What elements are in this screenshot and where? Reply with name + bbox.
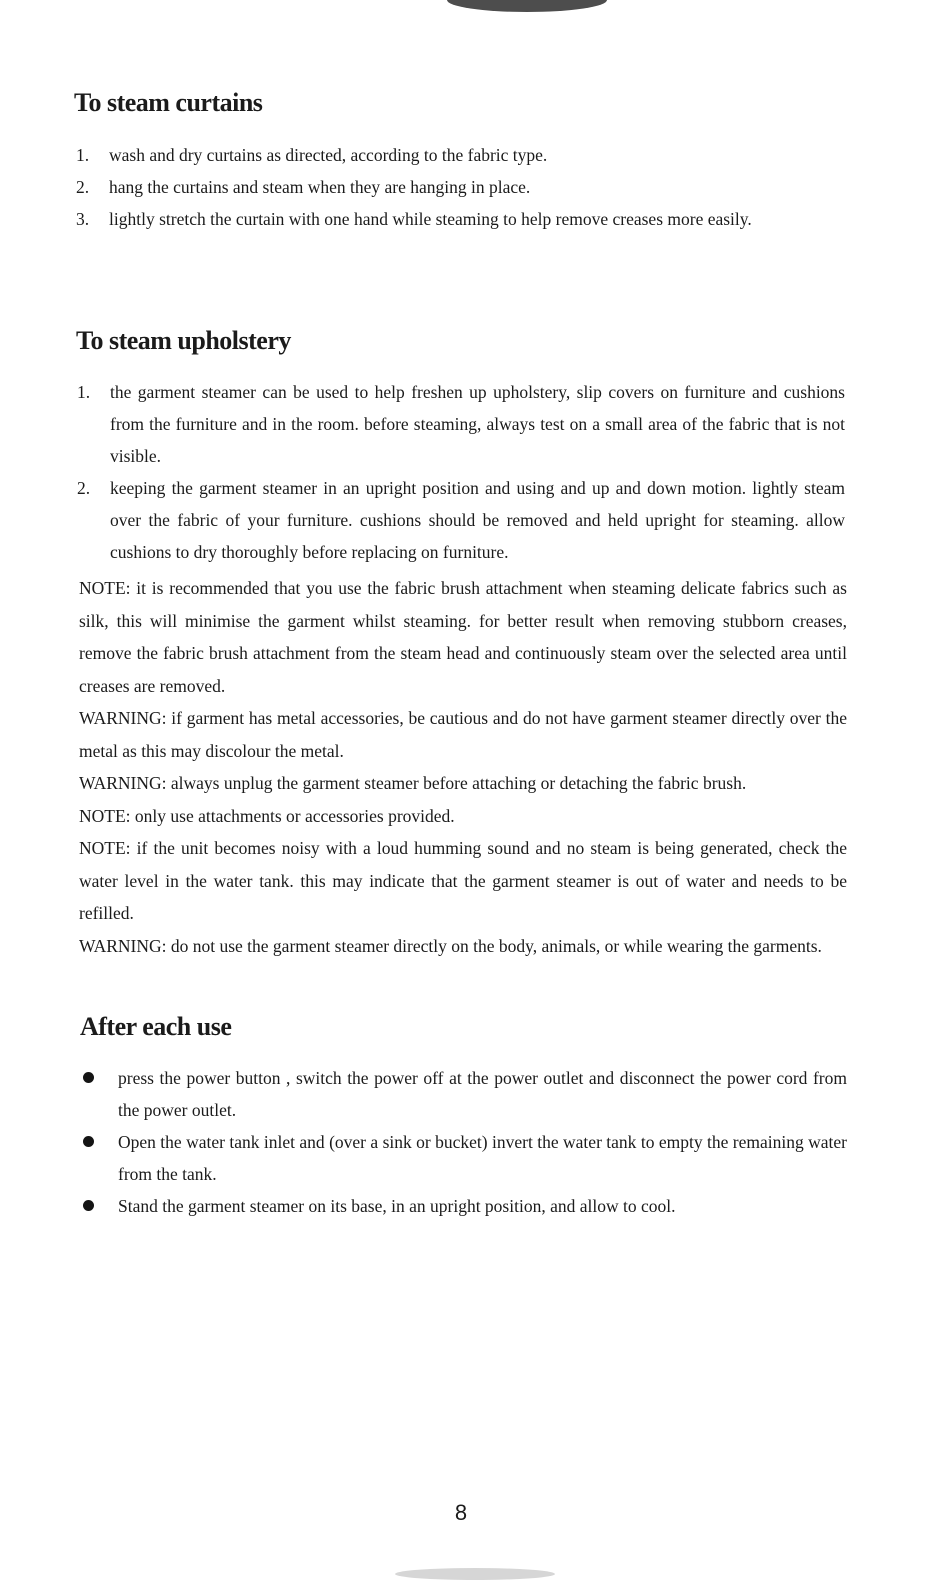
curtains-steps-list	[76, 139, 836, 235]
list-item	[77, 472, 845, 568]
bullet-text: Stand the garment steamer on its base, in an upright position, and allow to cool.	[118, 1196, 676, 1216]
bullet-icon	[83, 1136, 94, 1147]
note-paragraph: NOTE: if the unit becomes noisy with a loud humming sound and no steam is being generated, check the water level in the water tank. this may indicate that the garment steamer is out of water and needs to be refilled.	[79, 838, 847, 923]
page-number: 8	[454, 1500, 468, 1525]
heading-steam-upholstery: To steam upholstery	[76, 326, 291, 355]
warning-paragraph: WARNING: if garment has metal accessories, be cautious and do not have garment steamer directly over the metal as this may discolour the metal.	[79, 708, 847, 761]
step-number: 2.	[77, 478, 91, 498]
list-item	[77, 376, 845, 472]
step-number: 2.	[76, 177, 90, 197]
step-number: 1.	[76, 145, 90, 165]
step-number: 1.	[77, 382, 91, 402]
bullet-text: Open the water tank inlet and (over a sink or bucket) invert the water tank to empty the remaining water from the tank.	[118, 1132, 847, 1184]
note-paragraph: NOTE: it is recommended that you use the fabric brush attachment when steaming delicate fabrics such as silk, this will minimise the garment whilst steaming. for better result when removing stubborn creases, remove the fabric brush attachment from the steam head and continuously steam over the selected area until creases are removed.	[79, 578, 847, 696]
heading-after-each-use: After each use	[80, 1012, 232, 1041]
list-item	[80, 1126, 847, 1190]
notes-and-warnings	[79, 572, 847, 962]
step-text: wash and dry curtains as directed, according to the fabric type.	[109, 145, 548, 165]
upholstery-steps-list	[77, 376, 845, 568]
scan-shadow-bottom	[395, 1568, 555, 1580]
after-use-list	[80, 1062, 847, 1222]
step-text: hang the curtains and steam when they are hanging in place.	[109, 177, 531, 197]
step-text: lightly stretch the curtain with one hand while steaming to help remove creases more easily.	[109, 209, 752, 229]
heading-steam-curtains: To steam curtains	[74, 88, 263, 117]
note-paragraph: NOTE: only use attachments or accessories provided.	[79, 805, 455, 826]
list-item	[76, 203, 836, 235]
list-item	[80, 1190, 847, 1222]
warning-paragraph: WARNING: do not use the garment steamer directly on the body, animals, or while wearing the garments.	[79, 935, 822, 956]
list-item	[80, 1062, 847, 1126]
list-item	[76, 171, 836, 203]
bullet-text: press the power button , switch the power off at the power outlet and disconnect the power cord from the power outlet.	[118, 1068, 847, 1120]
scan-shadow-top	[447, 0, 607, 12]
step-text: keeping the garment steamer in an upright position and using and up and down motion. lightly steam over the fabric of your furniture. cushions should be removed and held upright for steaming. allow cushions to dry thoroughly before replacing on furniture.	[110, 478, 845, 562]
warning-paragraph: WARNING: always unplug the garment steamer before attaching or detaching the fabric brush.	[79, 773, 747, 793]
list-item	[76, 139, 836, 171]
step-number: 3.	[76, 209, 90, 229]
bullet-icon	[83, 1200, 94, 1211]
bullet-icon	[83, 1072, 94, 1083]
step-text: the garment steamer can be used to help freshen up upholstery, slip covers on furniture and cushions from the furniture and in the room. before steaming, always test on a small area of the fabric that is not visible.	[110, 382, 845, 466]
